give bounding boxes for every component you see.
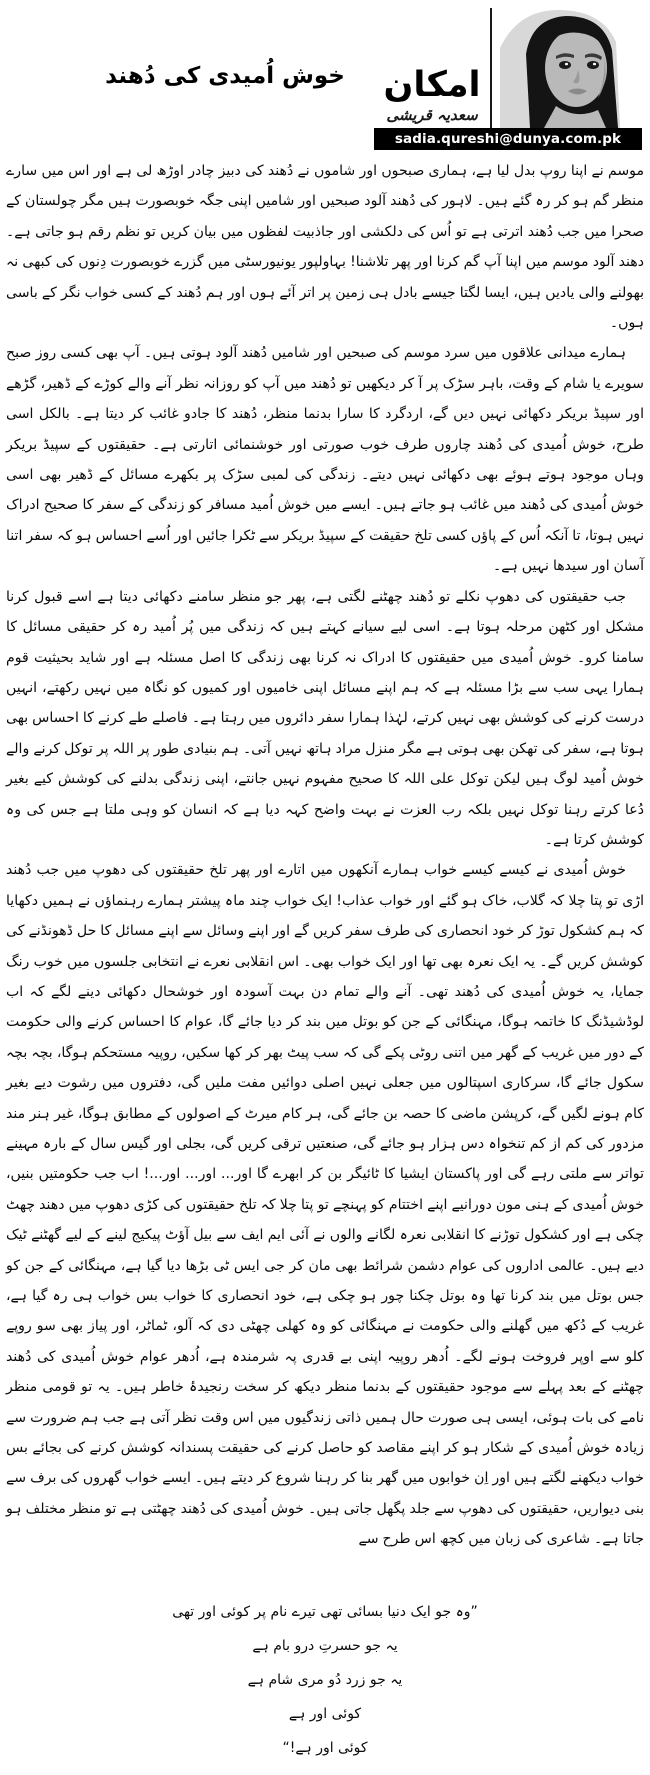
column-title: امکان	[383, 65, 481, 106]
poetry-quote	[6, 1595, 644, 1765]
article-paragraph: موسم نے اپنا روپ بدل لیا ہے، ہماری صبحوں اور شاموں نے دُھند کی دبیز چادر اوڑھ لی ہے اور اس میں سارے منظر گم ہو کر رہ گئے ہیں۔ لاہور کی دُھند آلود صبحیں اور شامیں اپنی جگہ خوبصورت ہیں مگر چولستان کے صحرا میں جب دُھند اترتی ہے تو اُس کی دلکشی اور جاذبیت لفظوں میں بیان کریں تو نظم رقم ہو جاتی ہے۔ دھند آلود موسم میں اپنا آپ گم کرنا اور پھر تلاشنا! بہاولپور یونیورسٹی میں گزرے خوبصورت دِنوں کی کبھی نہ بھولنے والی یادیں ہیں، ایسا لگتا جیسے بادل ہی زمین پر اتر آئے ہوں اور ہم دُھند کے کسی خواب نگر کے باسی ہوں۔	[6, 163, 644, 332]
article-paragraph: جب حقیقتوں کی دھوپ نکلے تو دُھند چھٹنے لگتی ہے، پھر جو منظر سامنے دکھائی دیتا ہے اسے قبول کرنا مشکل اور کٹھن مرحلہ ہوتا ہے۔ اسی لیے سیانے کہتے ہیں کہ زندگی میں پُر اُمید رہ کر حقیقی مسائل کا سامنا کرو۔ خوش اُمیدی میں حقیقتوں کا ادراک نہ کرنا بھی زندگی کا اصل مسئلہ ہے اور شاید بحیثیت قوم ہمارا یہی سب سے بڑا مسئلہ ہے کہ ہم اپنے مسائل اپنی خامیوں اور کمیوں کو نگاہ میں نہیں رکھتے، انہیں درست کرنے کی کوشش بھی نہیں کرتے، لہٰذا ہمارا سفر دائروں میں رہتا ہے۔ فاصلے طے کرنے کا احساس بھی ہوتا ہے، سفر کی تھکن بھی ہوتی ہے مگر منزل مراد ہاتھ نہیں آتی۔ ہم بنیادی طور پر اللہ پر توکل کرنے والے خوش اُمید لوگ ہیں لیکن توکل علی اللہ کا صحیح مفہوم نہیں جانتے، اپنی زندگی بدلنے کی کوشش کیے بغیر دُعا کرتے رہنا توکل نہیں بلکہ رب العزت نے بہت واضح کہہ دیا ہے کہ انسان کو وہی ملتا ہے جس کی وہ کوشش کرتا ہے۔	[6, 588, 644, 848]
article-headline: خوش اُمیدی کی دُھند	[105, 63, 345, 89]
column-brand	[374, 8, 492, 128]
poetry-verse: ”وہ جو ایک دنیا بسائی تھی تیرے نام پر کوئی اور تھی	[172, 1604, 478, 1620]
author-name: سعدیہ قریشی	[386, 106, 478, 124]
masthead	[0, 0, 650, 152]
masthead-block	[374, 8, 642, 146]
article-body	[6, 156, 644, 1555]
poetry-verse: کوئی اور ہے	[288, 1706, 362, 1722]
author-email-bar[interactable]: sadia.qureshi@dunya.com.pk	[374, 128, 642, 150]
author-photo	[492, 8, 642, 128]
article-paragraph: ہمارے میدانی علاقوں میں سرد موسم کی صبحیں اور شامیں دُھند آلود ہوتی ہیں۔ آپ بھی کسی روز صبح سویرے یا شام کے وقت، باہر سڑک پر آ کر دیکھیں تو دُھند میں آپ کو روزانہ نظر آنے والے کوڑے کے ڈھیر، گڑھے اور سپیڈ بریکر دکھائی نہیں دیں گے، اردگرد کا سارا بدنما منظر، دُھند کا جادو غائب کر دیتا ہے۔ بالکل اسی طرح، خوش اُمیدی کی دُھند چاروں طرف خوب صورتی اور خوشنمائی اتارتی ہے۔ حقیقتوں کے سپیڈ بریکر وہاں موجود ہوتے ہوئے بھی دکھائی نہیں دیتے۔ زندگی کی لمبی سڑک پر بکھرے مسائل کے ڈھیر بھی اسی خوش اُمیدی کی دُھند میں غائب ہو جاتے ہیں۔ ایسے میں خوش اُمید مسافر کو زندگی کے سفر کا صحیح ادراک نہیں ہوتا، تا آنکہ اُس کے پاؤں کسی تلخ حقیقت کے سپیڈ بریکر سے ٹکرا جائیں اور اُسے احساس ہو کہ سفر اتنا آسان اور سیدھا نہیں ہے۔	[6, 345, 644, 575]
poetry-verse: کوئی اور ہے!“	[282, 1740, 368, 1756]
poetry-verse: یہ جو حسرتِ درو بام ہے	[252, 1638, 398, 1654]
article-paragraph: خوش اُمیدی نے کیسے کیسے خواب ہمارے آنکھوں میں اتارے اور پھر تلخ حقیقتوں کی دھوپ میں جب دُھند اڑی تو پتا چلا کہ گلاب، خاک ہو گئے اور خواب عذاب! ایک خواب چند ماہ پیشتر ہمارے رہنماؤں نے ہمیں دکھایا کہ ہم کشکول توڑ کر خود انحصاری کی طرف سفر کریں گے اور اپنے وسائل سے اپنے مسائل کا حل ڈھونڈنے کی کوشش کریں گے۔ یہ ایک نعرہ بھی تھا اور ایک خواب بھی۔ اس انقلابی نعرے نے انتخابی جلسوں میں خوب رنگ جمایا، یہ خوش اُمیدی کی دُھند تھی۔ آنے والے تمام دن بہت آسودہ اور خوشحال دکھائی دینے لگے کہ اب لوڈشیڈنگ کا خاتمہ ہوگا، مہنگائی کے جن کو بوتل میں بند کر دیا جائے گا، عوام کا احساس کرنے والی حکومت کے دور میں غریب کے گھر میں اتنی روٹی پکے گی کہ سب پیٹ بھر کر کھا سکیں، روپیہ مستحکم ہوگا، بچہ بچہ سکول جائے گا، سرکاری اسپتالوں میں جعلی نہیں اصلی دوائیں مفت ملیں گی، دفتروں میں رشوت دیے بغیر کام ہونے لگیں گے، کرپشن ماضی کا حصہ بن جائے گی، ہر کام میرٹ کے اصولوں کے مطابق ہوگا، غیر ہنر مند مزدور کی کم از کم تنخواہ دس ہزار ہو جائے گی، صنعتیں ترقی کریں گی، بجلی اور گیس سال کے بارہ مہینے تواتر سے ملتی رہے گی اور پاکستان ایشیا کا ٹائیگر بن کر ابھرے گا اور... اور... اور...! اب جب حکومتیں بنیں، خوش اُمیدی کے ہنی مون دورانیے اپنے اختتام کو پہنچے تو پتا چلا کہ تلخ حقیقتوں کی کڑی دھوپ میں دھند چھٹ چکی ہے اور کشکول توڑنے کا انقلابی نعرہ لگانے والوں نے آئی ایم ایف سے بیل آؤٹ پیکیج لینے کے لیے گھٹنے ٹیک دیے ہیں۔ عالمی اداروں کی عوام دشمن شرائط بھی مان کر جی ایس ٹی بڑھا دیا گیا ہے، مہنگائی کے جن کو جس بوتل میں بند کرنا تھا وہ بوتل چکنا چور ہو چکی ہے، خود انحصاری کا خواب بس خواب ہی رہ گیا ہے، غریب کے دُکھ میں گھلنے والی حکومت نے مہنگائی کو وہ کھلی چھٹی دی کہ آلو، ٹماٹر، اور پیاز بھی سو روپے کلو سے اوپر فروخت ہونے لگے۔ اُدھر روپیہ اپنی بے قدری پہ شرمندہ ہے، اُدھر عوام خوش اُمیدی کی دُھند چھٹنے کے بعد پہلے سے موجود حقیقتوں کے بدنما منظر دیکھ کر سخت رنجیدۂ خاطر ہیں۔ یہ تو قومی منظر نامے کی بات ہوئی، ایسی ہی صورت حال ہمیں ذاتی زندگیوں میں اس وقت نظر آتی ہے جب ہم ضرورت سے زیادہ خوش اُمیدی کے شکار ہو کر اپنے مقاصد کو حاصل کرنے کی حقیقت پسندانہ کوشش کرنے کی بجائے بس خواب دیکھنے لگتے ہیں اور اِن خوابوں میں گھر بنا کر رہنا شروع کر دیتے ہیں۔ ایسے خواب گھروں کی برف سے بنی دیواریں، حقیقتوں کی دھوپ سے جلد پگھل جاتی ہیں۔ خوش اُمیدی کی دُھند چھٹتی ہے تو منظر مختلف ہو جاتا ہے۔ شاعری کی زبان میں کچھ اس طرح سے	[6, 862, 644, 1548]
poetry-verse: یہ جو زرد دُو مری شام ہے	[247, 1672, 403, 1688]
